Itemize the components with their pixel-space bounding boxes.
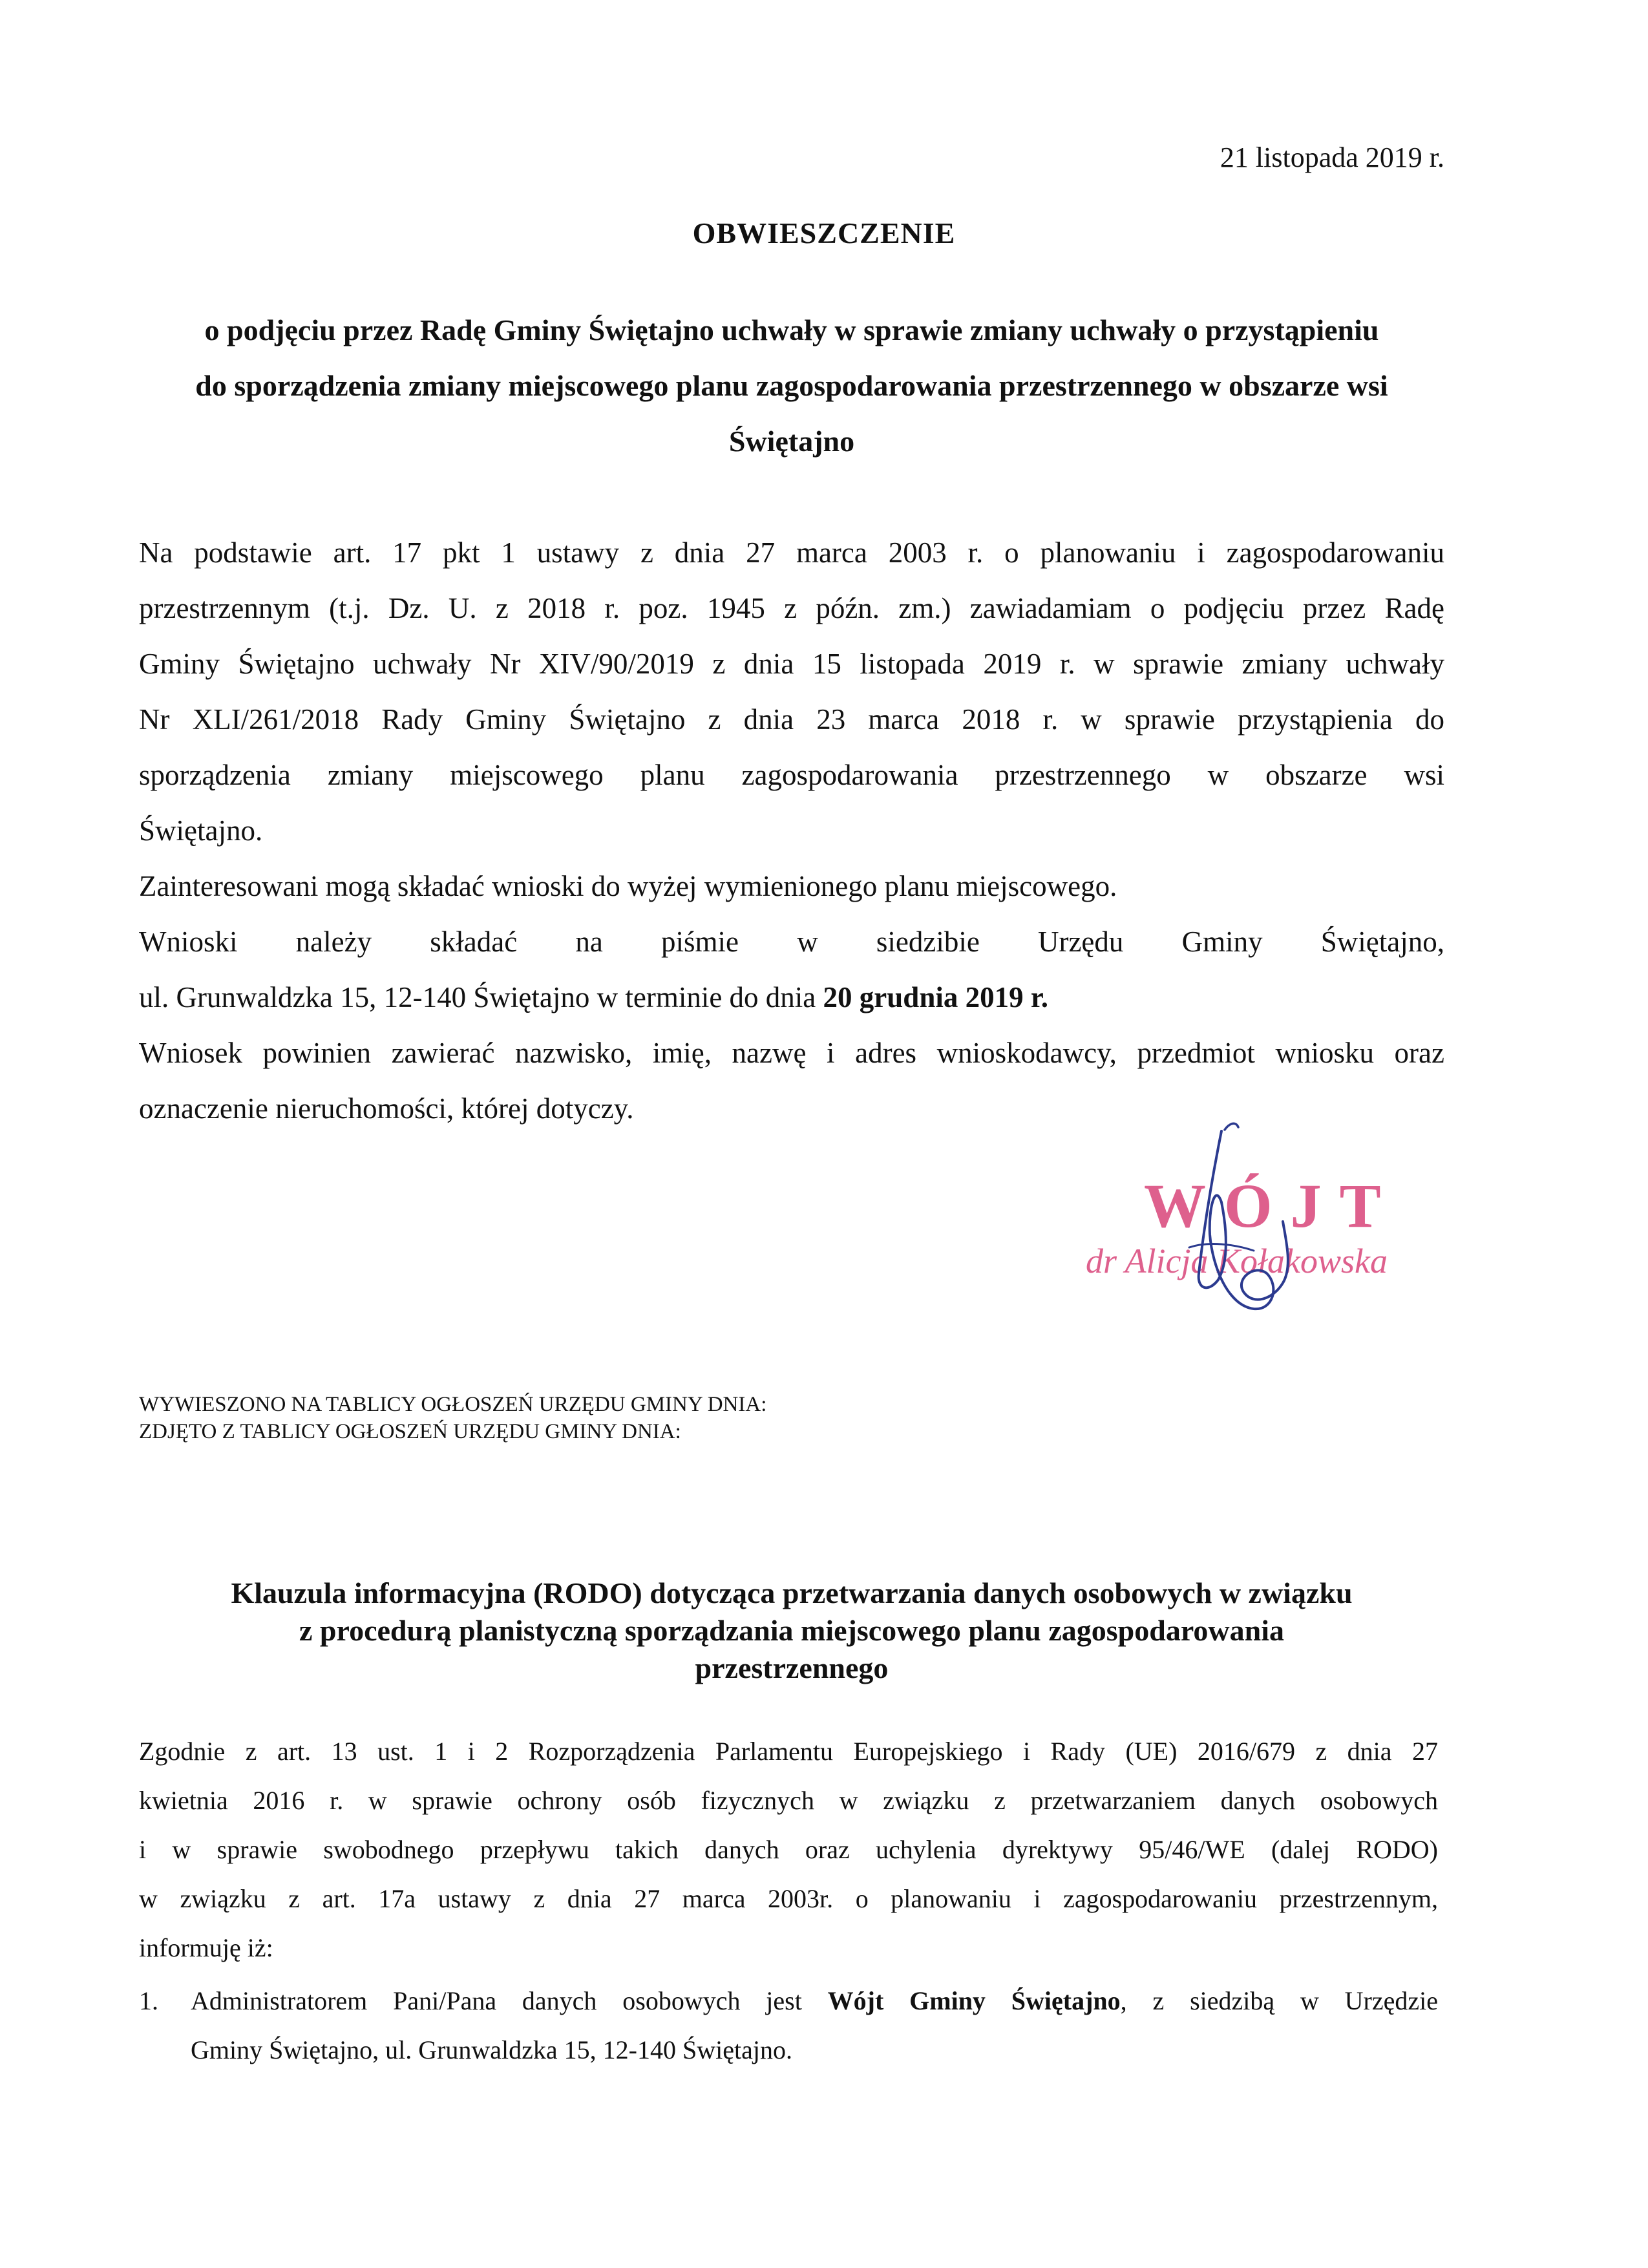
rodo-intro bbox=[139, 1727, 1438, 1973]
application-content-line: oznaczenie nieruchomości, której dotyczy. bbox=[139, 1092, 634, 1125]
submission-deadline-line bbox=[139, 970, 1444, 1025]
submission-address: ul. Grunwaldzka 15, 12-140 Świętajno w terminie do dnia bbox=[139, 981, 823, 1013]
stamp-name: dr Alicja Kołakowska bbox=[1086, 1242, 1388, 1280]
list-item-number: 1. bbox=[139, 1986, 158, 2015]
body-line: Na podstawie art. 17 pkt 1 ustawy z dnia 27 marca 2003 r. o planowaniu i zagospodarowaniu bbox=[139, 536, 1444, 569]
posting-info bbox=[139, 1391, 766, 1445]
body-line: Świętajno. bbox=[139, 814, 263, 847]
mayor-stamp bbox=[1060, 1112, 1422, 1344]
administrator-name: Wójt Gminy Świętajno bbox=[827, 1986, 1121, 2015]
body-line: przestrzennym (t.j. Dz. U. z 2018 r. poz. 1945 z późn. zm.) zawiadamiam o podjęciu przez Radę bbox=[139, 592, 1444, 624]
rodo-intro-line: Zgodnie z art. 13 ust. 1 i 2 Rozporządzenia Parlamentu Europejskiego i Rady (UE) 2016/679 z dnia 27 bbox=[139, 1737, 1438, 1766]
body-line: Nr XLI/261/2018 Rady Gminy Świętajno z dnia 23 marca 2018 r. w sprawie przystąpienia do bbox=[139, 703, 1444, 736]
list-item-line: Administratorem Pani/Pana danych osobowych jest Wójt Gminy Świętajno, z siedzibą w Urzędzie bbox=[191, 1986, 1438, 2015]
subject-line: do sporządzenia zmiany miejscowego planu zagospodarowania przestrzennego w obszarze wsi bbox=[195, 369, 1388, 402]
body-line: sporządzenia zmiany miejscowego planu zagospodarowania przestrzennego w obszarze wsi bbox=[139, 759, 1444, 791]
list-item-text bbox=[191, 1977, 1438, 2075]
rodo-title bbox=[139, 1574, 1444, 1687]
notice-body bbox=[139, 525, 1444, 1136]
posted-label: WYWIESZONO NA TABLICY OGŁOSZEŃ URZĘDU GMINY DNIA: bbox=[139, 1393, 767, 1416]
rodo-intro-line: kwietnia 2016 r. w sprawie ochrony osób fizycznych w związku z przetwarzaniem danych osobowych bbox=[139, 1786, 1438, 1815]
list-item bbox=[139, 1977, 1438, 2075]
notice-subject bbox=[139, 302, 1444, 469]
subject-line: Świętajno bbox=[728, 425, 855, 458]
rodo-title-line: Klauzula informacyjna (RODO) dotycząca przetwarzania danych osobowych w związku bbox=[231, 1576, 1353, 1609]
rodo-title-line: przestrzennego bbox=[695, 1651, 889, 1684]
submission-deadline: 20 grudnia 2019 r. bbox=[823, 981, 1048, 1013]
application-content-line: Wniosek powinien zawierać nazwisko, imię, nazwę i adres wnioskodawcy, przedmiot wniosku oraz bbox=[139, 1037, 1444, 1069]
removed-label: ZDJĘTO Z TABLICY OGŁOSZEŃ URZĘDU GMINY DNIA: bbox=[139, 1420, 681, 1443]
interested-paragraph: Zainteresowani mogą składać wnioski do wyżej wymienionego planu miejscowego. bbox=[139, 870, 1117, 902]
list-item-line: Gminy Świętajno, ul. Grunwaldzka 15, 12-140 Świętajno. bbox=[191, 2035, 792, 2064]
subject-line: o podjęciu przez Radę Gminy Świętajno uchwały w sprawie zmiany uchwały o przystąpieniu bbox=[204, 313, 1379, 346]
rodo-title-line: z procedurą planistyczną sporządzania miejscowego planu zagospodarowania bbox=[299, 1614, 1285, 1647]
body-line: Gminy Świętajno uchwały Nr XIV/90/2019 z dnia 15 listopada 2019 r. w sprawie zmiany uchwały bbox=[139, 648, 1444, 680]
submission-line: Wnioski należy składać na piśmie w siedzibie Urzędu Gminy Świętajno, bbox=[139, 926, 1444, 958]
rodo-intro-line: w związku z art. 17a ustawy z dnia 27 marca 2003r. o planowaniu i zagospodarowaniu przestrzennym, bbox=[139, 1884, 1438, 1913]
stamp-title: WÓJT bbox=[1144, 1171, 1399, 1240]
rodo-list bbox=[139, 1977, 1438, 2075]
handwritten-signature bbox=[1060, 1112, 1422, 1344]
rodo-intro-line: informuję iż: bbox=[139, 1933, 273, 1962]
notice-title: OBWIESZCZENIE bbox=[692, 217, 956, 249]
rodo-intro-line: i w sprawie swobodnego przepływu takich danych oraz uchylenia dyrektywy 95/46/WE (dalej RODO) bbox=[139, 1835, 1438, 1864]
document-date: 21 listopada 2019 r. bbox=[1220, 142, 1444, 173]
